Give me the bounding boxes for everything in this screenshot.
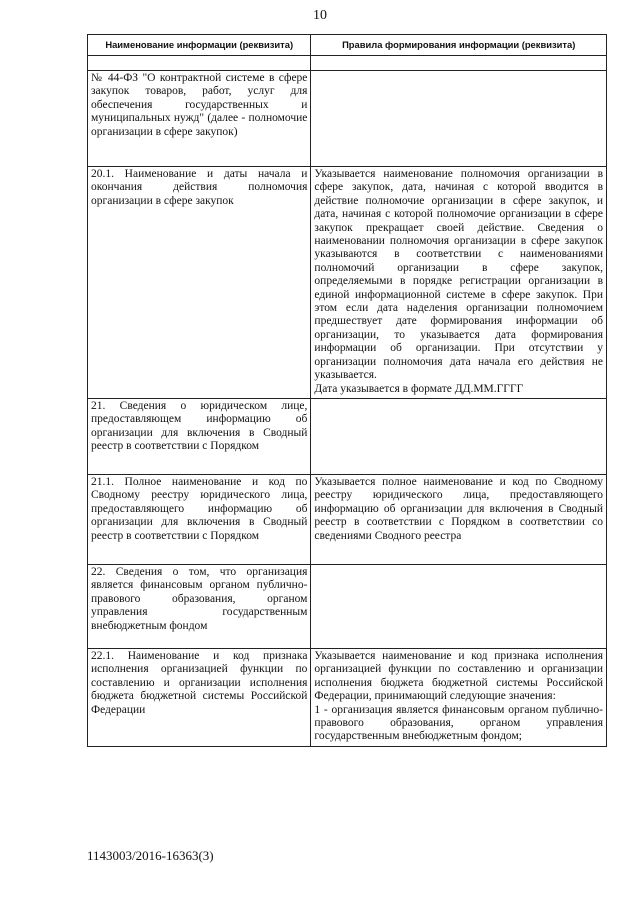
rules-paragraph: Дата указывается в формате ДД.ММ.ГГГГ <box>314 382 524 395</box>
table-spacer-row <box>88 56 607 71</box>
table-row <box>88 71 607 167</box>
row-name-cell: № 44-ФЗ "О контрактной системе в сфере закупок товаров, работ, услуг для обеспечения государственных и муниципальных нужд" (далее - полномочие организации в сфере закупок) <box>88 71 311 167</box>
row-rules-cell <box>311 398 607 474</box>
row-rules-cell <box>311 648 607 746</box>
rules-paragraph: Указывается наименование полномочия организации в сфере закупок, дата, начиная с которой вводится в действие полномочие организации в сфере закупок, и дата, начиная с которой полномочие организации в сфере закупок прекращает своей действие. Сведения о наименовании полномочия организации в сфере закупок указываются в соответствии с наименованиями полномочий организации в сфере закупок, определяемыми в порядке регистрации организации в единой информационной системе в сфере закупок. При этом если дата наделения организации полномочием предшествует дате формирования информации об организации, то указывается дата формирования информации об организации. При отсутствии у организации полномочия дата начала его действия не указывается. <box>314 168 603 382</box>
rules-paragraph: 1 - организация является финансовым органом публично-правового образования, органом управления государственным внебюджетным фондом; <box>314 703 603 743</box>
rules-paragraph: Указывается наименование и код признака исполнения организацией функции по составлению и организации исполнения бюджета бюджетной системы Российской Федерации, принимающий следующие значения: <box>314 649 603 703</box>
spacer-cell <box>88 56 311 71</box>
header-col-rules: Правила формирования информации (реквизита) <box>311 35 607 56</box>
table-row <box>88 474 607 564</box>
requisites-table <box>87 34 607 747</box>
rules-paragraph: Указывается полное наименование и код по Сводному реестру юридического лица, предоставляющего информацию об организации для включения в Сводный реестр в соответствии с Порядком в соответствии со сведениями Сводного реестра <box>314 475 603 542</box>
row-rules-cell <box>311 474 607 564</box>
row-rules-cell <box>311 167 607 399</box>
header-col-name: Наименование информации (реквизита) <box>88 35 311 56</box>
row-name-cell: 22. Сведения о том, что организация является финансовым органом публично-правового образования, органом управления государственным внебюджетным фондом <box>88 564 311 648</box>
table-row <box>88 648 607 746</box>
row-name-cell: 22.1. Наименование и код признака исполнения организацией функции по составлению и организации исполнения бюджета бюджетной системы Российской Федерации <box>88 648 311 746</box>
row-name-cell: 20.1. Наименование и даты начала и окончания действия полномочия организации в сфере закупок <box>88 167 311 399</box>
row-rules-cell <box>311 71 607 167</box>
table-row <box>88 398 607 474</box>
spacer-cell <box>311 56 607 71</box>
document-code: 1143003/2016-16363(3) <box>87 848 214 863</box>
row-name-cell: 21. Сведения о юридическом лице, предоставляющем информацию об организации для включения в Сводный реестр в соответствии с Порядком <box>88 398 311 474</box>
row-name-cell: 21.1. Полное наименование и код по Сводному реестру юридического лица, предоставляющего информацию об организации для включения в Сводный реестр в соответствии с Порядком <box>88 474 311 564</box>
table-row <box>88 167 607 399</box>
table-header-row <box>88 35 607 56</box>
page-number: 10 <box>313 8 327 23</box>
row-rules-cell <box>311 564 607 648</box>
table-row <box>88 564 607 648</box>
